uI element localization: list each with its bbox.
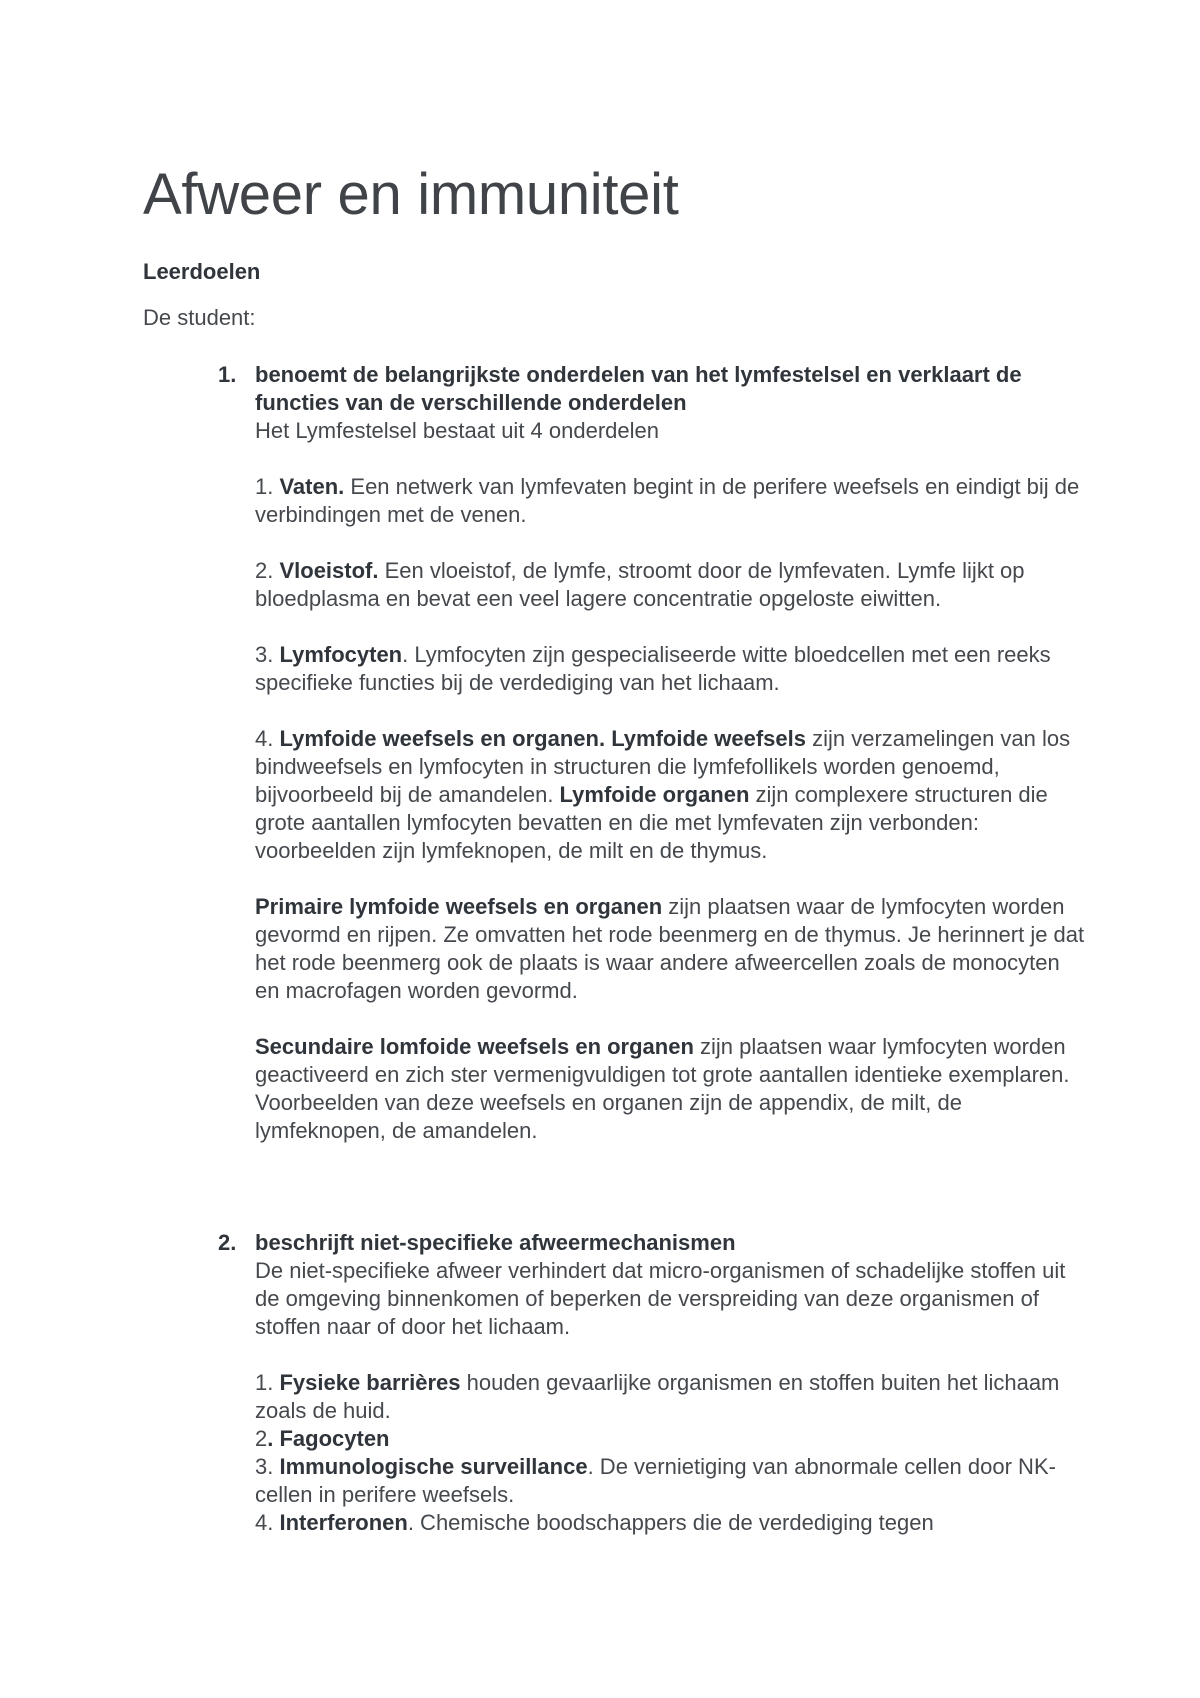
item-lead: Het Lymfestelsel bestaat uit 4 onderdelen (255, 418, 659, 443)
paragraph-vloeistof: 2. Vloeistof. Een vloeistof, de lymfe, stroomt door de lymfevaten. Lymfe lijkt op bloedplasma en bevat een veel lagere concentratie opgeloste eiwitten. (255, 558, 1025, 611)
paragraph-surveillance: 3. Immunologische surveillance. De vernietiging van abnormale cellen door NK-cellen in perifere weefsels. (255, 1454, 1056, 1507)
bold-term: Vloeistof. (279, 558, 379, 583)
list-number: 2. (218, 1230, 237, 1255)
paragraph-primaire: Primaire lymfoide weefsels en organen zijn plaatsen waar de lymfocyten worden gevormd en rijpen. Ze omvatten het rode beenmerg en de thymus. Je herinnert je dat het rode beenmerg ook de plaats is waar andere afweercellen zoals de monocyten en macrofagen worden gevormd. (255, 894, 1085, 1003)
bold-term: . Fagocyten (267, 1426, 390, 1451)
paragraph-interferonen: 4. Interferonen. Chemische boodschappers die de verdediging tegen (255, 1510, 934, 1535)
bold-term: Lymfoide organen (559, 782, 750, 807)
item-title: beschrijft niet-specifieke afweermechanismen (255, 1230, 736, 1255)
bold-term: Interferonen (279, 1510, 408, 1535)
bold-term: Lymfocyten (279, 642, 403, 667)
bold-term: Fysieke barrières (279, 1370, 461, 1395)
paragraph-secundaire: Secundaire lomfoide weefsels en organen zijn plaatsen waar lymfocyten worden geactiveerd en zich ster vermenigvuldigen tot grote aantallen identieke exemplaren. Voorbeelden van deze weefsels en organen zijn de appendix, de milt, de lymfeknopen, de amandelen. (255, 1034, 1070, 1143)
list-item-2 (218, 1229, 1085, 1537)
item-lead: De niet-specifieke afweer verhindert dat micro-organismen of schadelijke stoffen uit de omgeving binnenkomen of beperken de verspreiding van deze organismen of stoffen naar of door het lichaam. (255, 1258, 1066, 1339)
bold-term: Lymfoide weefsels en organen. Lymfoide weefsels (279, 726, 806, 751)
intro-text: De student: (143, 305, 256, 330)
page-title: Afweer en immuniteit (143, 162, 679, 227)
paragraph-lymfoide-weefsels: 4. Lymfoide weefsels en organen. Lymfoide weefsels zijn verzamelingen van los bindweefsels en lymfocyten in structuren die lymfefollikels worden genoemd, bijvoorbeeld bij de amandelen. Lymfoide organen zijn complexere structuren die grote aantallen lymfocyten bevatten en die met lymfevaten zijn verbonden: voorbeelden zijn lymfeknopen, de milt en de thymus. (255, 726, 1071, 863)
paragraph-fagocyten: 2. Fagocyten (255, 1426, 390, 1451)
list-item-1 (218, 361, 1085, 1145)
bold-term: Primaire lymfoide weefsels en organen (255, 894, 663, 919)
list-number: 1. (218, 362, 237, 387)
item-title: benoemt de belangrijkste onderdelen van het lymfestelsel en verklaart de functies van de verschillende onderdelen (255, 362, 1022, 415)
bold-term: Vaten. (279, 474, 345, 499)
section-heading: Leerdoelen (143, 259, 261, 284)
paragraph-lymfocyten: 3. Lymfocyten. Lymfocyten zijn gespecialiseerde witte bloedcellen met een reeks specifieke functies bij de verdediging van het lichaam. (255, 642, 1051, 695)
bold-term: Secundaire lomfoide weefsels en organen (255, 1034, 694, 1059)
bold-term: Immunologische surveillance (279, 1454, 588, 1479)
paragraph-fysieke-barrieres: 1. Fysieke barrières houden gevaarlijke organismen en stoffen buiten het lichaam zoals de huid. (255, 1370, 1060, 1423)
paragraph-vaten: 1. Vaten. Een netwerk van lymfevaten begint in de perifere weefsels en eindigt bij de verbindingen met de venen. (255, 474, 1080, 527)
